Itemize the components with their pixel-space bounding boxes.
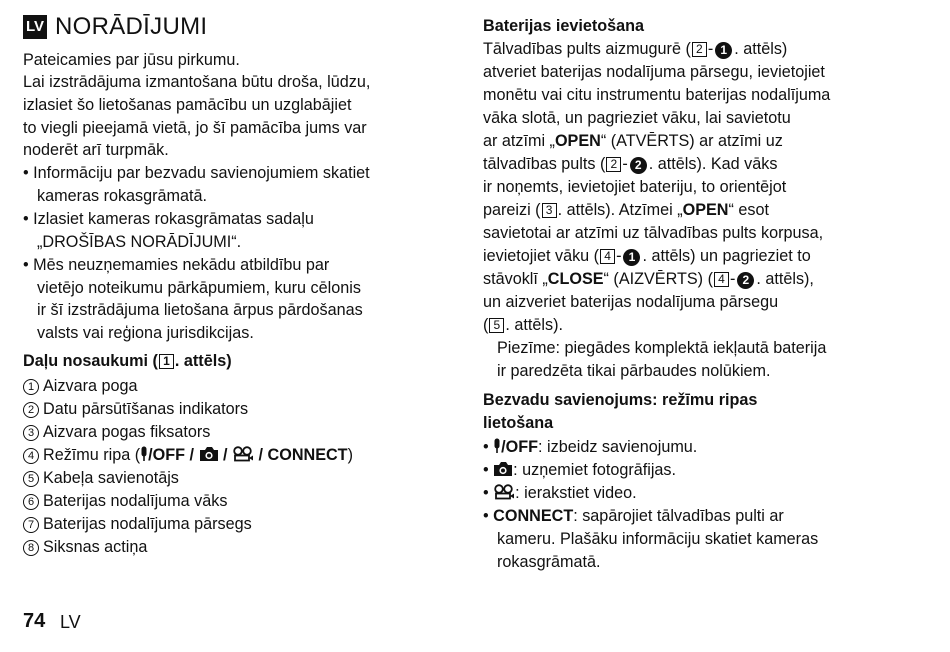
bullet-continuation: kameras rokasgrāmatā. [37,187,208,205]
footer-language: LV [60,612,81,632]
language-badge: LV [23,15,47,39]
wireless-bullet-continuation: kameru. Plašāku informāciju skatiet kameras [497,530,819,548]
battery-heading: Baterijas ievietošana [483,17,645,35]
title-row [23,12,207,42]
bullet-item: • Mēs neuzņemamies nekādu atbildību par [23,256,330,274]
camera-icon [199,446,219,467]
page-title: NORĀDĪJUMI [55,13,208,40]
page-number: 74 [23,610,46,632]
battery-text-line: ir noņemts, ievietojiet bateriju, to orientējot [483,178,787,196]
microphone-icon [493,438,501,459]
bullet-item: • Informāciju par bezvadu savienojumiem skatiet [23,164,370,182]
wireless-bullet: • /OFF: izbeidz savienojumu. [483,437,697,459]
part-item: 8 Siksnas actiņa [23,537,147,557]
intro-line: izlasiet šo lietošanas pamācību un uzglabājiet [23,96,352,114]
wireless-bullet: • : ierakstiet video. [483,483,637,505]
battery-note: ir paredzēta tikai pārbaudes nolūkiem. [497,362,771,380]
battery-text-line: un aizveriet baterijas nodalījuma pārsegu [483,293,779,311]
part-item: 5 Kabeļa savienotājs [23,468,179,488]
bullet-continuation: vietējo noteikumu pārkāpumiem, kuru cēlonis [37,279,361,297]
wireless-heading: Bezvadu savienojums: režīmu ripas [483,391,758,409]
bullet-continuation: valsts vai reģiona jurisdikcijas. [37,324,254,342]
battery-text-line: tālvadības pults ( 2 - 2 . attēls). Kad vāks [483,155,778,173]
intro-line: to viegli pieejamā vietā, jo šī pamācība jums var [23,119,367,137]
battery-text-line: atveriet baterijas nodalījuma pārsegu, ievietojiet [483,63,825,81]
wireless-bullet: • CONNECT: sapārojiet tālvadības pulti ar [483,507,784,525]
parts-heading: Daļu nosaukumi ( 1 . attēls) [23,352,232,370]
wireless-heading: lietošana [483,414,554,432]
battery-text-line: Tālvadības pults aizmugurē ( 2 - 1 . attēls) [483,40,788,58]
camera-icon [493,461,513,482]
battery-text-line: monētu vai citu instrumentu baterijas nodalījuma [483,86,831,104]
part-item: 3 Aizvara pogas fiksators [23,422,210,442]
battery-text-line: savietotai ar atzīmi uz tālvadības pults korpusa, [483,224,824,242]
battery-note: Piezīme: piegādes komplektā iekļautā baterija [497,339,827,357]
battery-text-line: ievietojiet vāku ( 4 - 1 . attēls) un pagrieziet to [483,247,811,265]
battery-text-line: pareizi ( 3 . attēls). Atzīmei „OPEN“ esot [483,201,770,219]
part-item: 6 Baterijas nodalījuma vāks [23,491,227,511]
battery-text-line: ( 5 . attēls). [483,316,563,334]
wireless-bullet: • : uzņemiet fotogrāfijas. [483,460,676,482]
bullet-continuation: ir šī izstrādājuma lietošana ārpus pārdošanas [37,301,363,319]
part-item: 7 Baterijas nodalījuma pārsegs [23,514,252,534]
bullet-continuation: „DROŠĪBAS NORĀDĪJUMI“. [37,233,242,251]
video-icon [232,446,254,467]
wireless-bullet-continuation: rokasgrāmatā. [497,553,601,571]
microphone-icon [140,446,148,467]
battery-text-line: ar atzīmi „OPEN“ (ATVĒRTS) ar atzīmi uz [483,132,783,150]
video-icon [493,484,515,505]
battery-text-line: stāvoklī „CLOSE“ (AIZVĒRTS) ( 4 - 2 . attēls), [483,270,814,288]
intro-line: noderēt arī turpmāk. [23,141,169,159]
part-item: 1 Aizvara poga [23,376,138,396]
part-item: 4 Režīmu ripa ( /OFF / / / CONNECT) [23,445,353,467]
part-item: 2 Datu pārsūtīšanas indikators [23,399,248,419]
battery-text-line: vāka slotā, un pagrieziet vāku, lai savietotu [483,109,791,127]
intro-line: Pateicamies par jūsu pirkumu. [23,51,240,69]
bullet-item: • Izlasiet kameras rokasgrāmatas sadaļu [23,210,314,228]
figure-number: 1 [159,354,174,369]
intro-line: Lai izstrādājuma izmantošana būtu droša, lūdzu, [23,73,371,91]
